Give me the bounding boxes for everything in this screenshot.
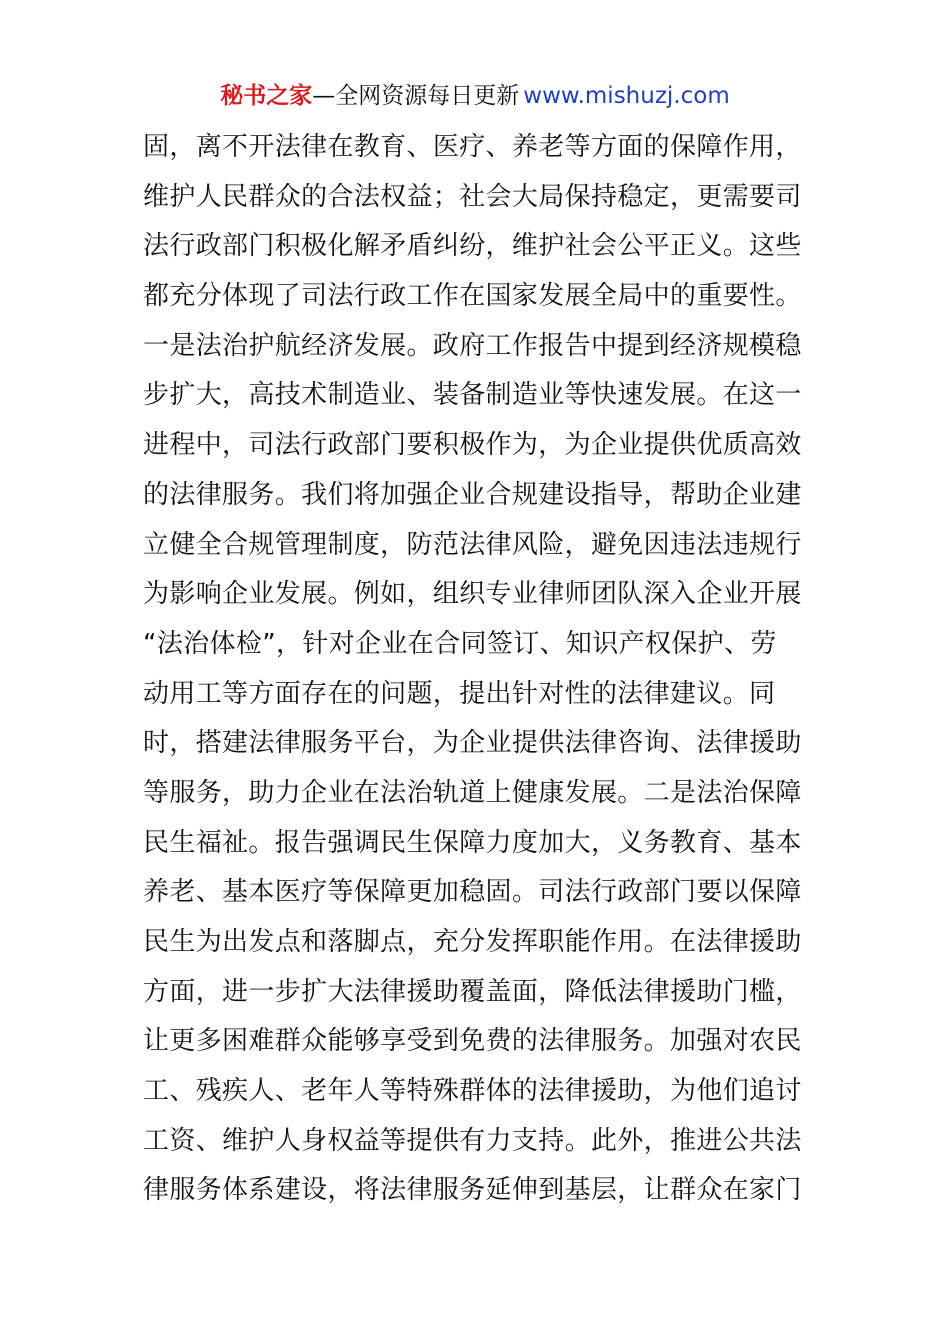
site-url[interactable]: www.mishuzj.com [523,83,730,109]
text-line: “法治体检”，针对企业在合同签订、知识产权保护、劳 [143,628,777,659]
text-line: 一是法治护航经济发展。政府工作报告中提到经济规模稳 [143,330,802,361]
text-line: 维护人民群众的合法权益；社会大局保持稳定，更需要司 [143,181,802,212]
text-line: 进程中，司法行政部门要积极作为，为企业提供优质高效 [143,430,802,461]
text-line: 立健全合规管理制度，防范法律风险，避免因违法违规行 [143,529,802,560]
text-line: 动用工等方面存在的问题，提出针对性的法律建议。同 [143,678,776,709]
text-line: 为影响企业发展。例如，组织专业律师团队深入企业开展 [143,579,802,610]
text-line: 步扩大，高技术制造业、装备制造业等快速发展。在这一 [143,380,802,411]
text-line: 固，离不开法律在教育、医疗、养老等方面的保障作用， [143,132,802,162]
text-line: 民生福祉。报告强调民生保障力度加大，义务教育、基本 [143,827,802,858]
text-line: 都充分体现了司法行政工作在国家发展全局中的重要性。 [143,281,802,312]
site-tagline: —全网资源每日更新 [312,83,520,109]
text-line: 工、残疾人、老年人等特殊群体的法律援助，为他们追讨 [143,1076,802,1107]
text-line: 方面，进一步扩大法律援助覆盖面，降低法律援助门槛， [143,976,802,1007]
page-header [0,80,950,112]
text-line: 民生为出发点和落脚点，充分发挥职能作用。在法律援助 [143,927,802,957]
body-text [143,123,813,1216]
text-line: 时，搭建法律服务平台，为企业提供法律咨询、法律援助 [143,728,802,759]
text-line: 养老、基本医疗等保障更加稳固。司法行政部门要以保障 [143,877,802,908]
text-line: 法行政部门积极化解矛盾纠纷，维护社会公平正义。这些 [143,231,802,262]
text-line: 等服务，助力企业在法治轨道上健康发展。二是法治保障 [143,777,802,808]
text-line: 工资、维护人身权益等提供有力支持。此外，推进公共法 [143,1125,802,1156]
text-line: 律服务体系建设，将法律服务延伸到基层，让群众在家门 [143,1175,802,1206]
text-line: 的法律服务。我们将加强企业合规建设指导，帮助企业建 [143,479,802,510]
text-line: 让更多困难群众能够享受到免费的法律服务。加强对农民 [143,1026,802,1057]
site-brand: 秘书之家 [220,83,313,109]
